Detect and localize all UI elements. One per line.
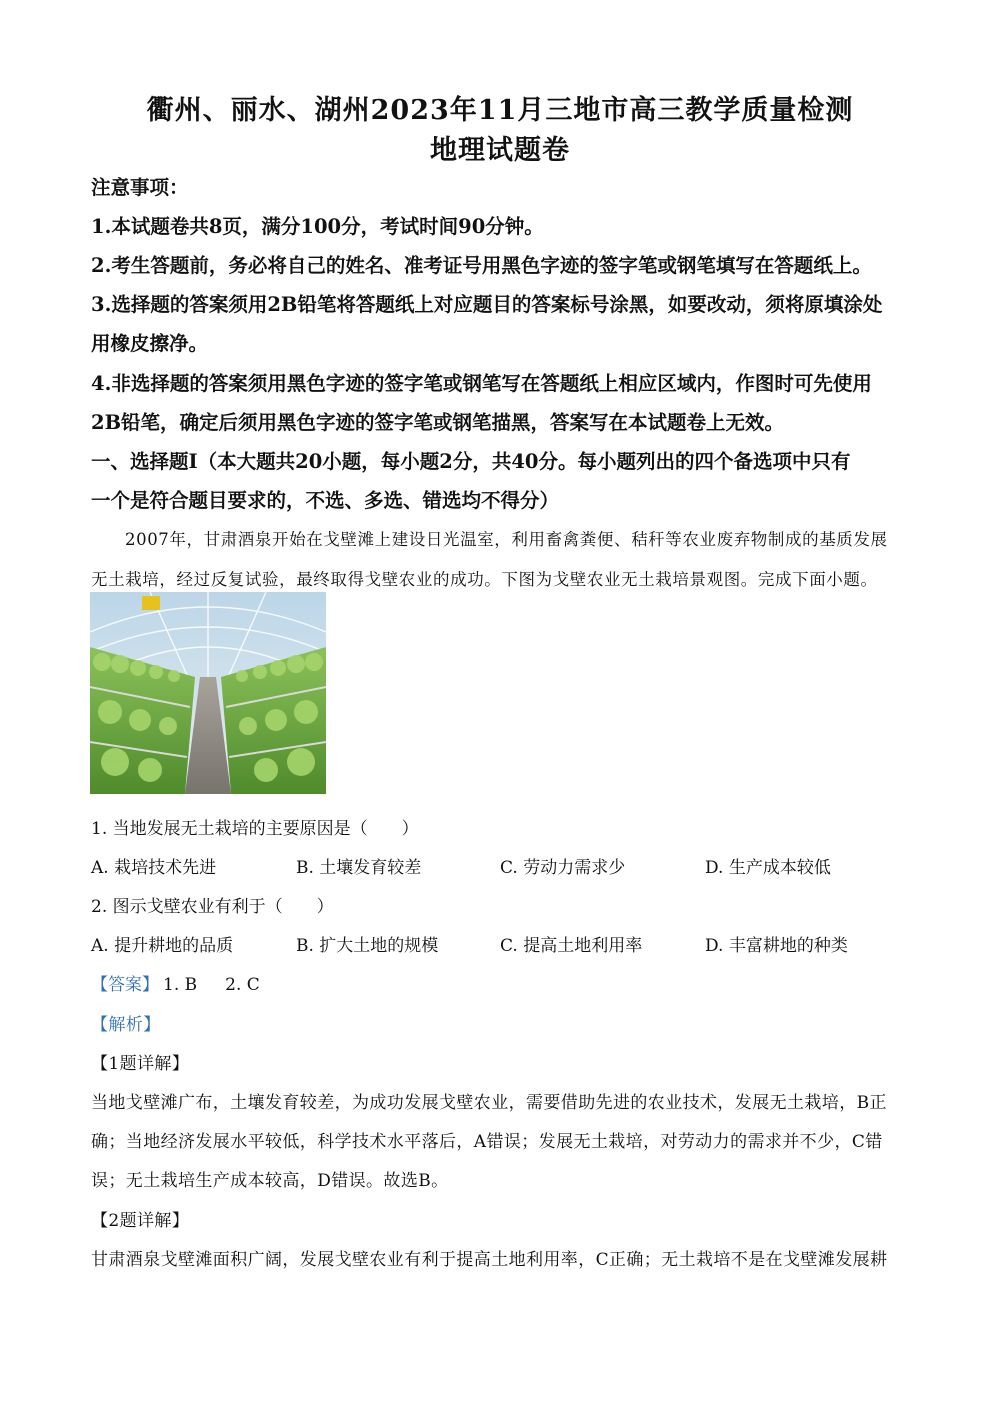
- notice-item-3-line-1: 3.选择题的答案须用2B铅笔将答题纸上对应题目的答案标号涂黑，如要改动，须将原填涂处: [91, 293, 883, 316]
- detail-2-line-1: 甘肃酒泉戈壁滩面积广阔，发展戈壁农业有利于提高土地利用率，C正确；无土栽培不是在戈壁滩发展耕: [91, 1250, 888, 1270]
- notice-heading: 注意事项：: [91, 176, 189, 199]
- question-1-option-c: C. 劳动力需求少: [500, 858, 626, 878]
- detail-1-line-2: 确；当地经济发展水平较低，科学技术水平落后，A错误；发展无土栽培，对劳动力的需求并不少，C错: [91, 1132, 883, 1152]
- section-heading-line-1: 一、选择题Ⅰ（本大题共20小题，每小题2分，共40分。每小题列出的四个备选项中只有: [91, 450, 851, 473]
- notice-item-3-line-2: 用橡皮擦净。: [91, 332, 209, 355]
- question-2-option-d: D. 丰富耕地的种类: [705, 936, 848, 956]
- passage-line-1: 2007年，甘肃酒泉开始在戈壁滩上建设日光温室，利用畜禽粪便、秸秆等农业废弃物制成的基质发展: [125, 530, 888, 549]
- section-heading-line-2: 一个是符合题目要求的，不选、多选、错选均不得分）: [91, 489, 560, 512]
- analysis-label: 【解析】: [91, 1015, 161, 1035]
- question-2-option-b: B. 扩大土地的规模: [296, 936, 439, 956]
- detail-2-heading: 【2题详解】: [91, 1211, 190, 1231]
- question-2-stem: 2. 图示戈壁农业有利于（ ）: [91, 897, 334, 917]
- question-2-option-a: A. 提升耕地的品质: [91, 936, 234, 956]
- question-2-option-c: C. 提高土地利用率: [500, 936, 643, 956]
- greenhouse-photo: [90, 592, 326, 794]
- detail-1-line-1: 当地戈壁滩广布，土壤发育较差，为成功发展戈壁农业，需要借助先进的农业技术，发展无土栽培，B正: [91, 1093, 887, 1113]
- notice-item-4-line-2: 2B铅笔，确定后须用黑色字迹的签字笔或钢笔描黑，答案写在本试题卷上无效。: [91, 411, 785, 434]
- answer-2-value: 2. C: [225, 975, 260, 995]
- answer-label: 【答案】: [91, 975, 159, 995]
- answer-row: [91, 970, 260, 995]
- exam-subtitle: 地理试题卷: [430, 135, 570, 166]
- exam-title: 衢州、丽水、湖州2023年11月三地市高三教学质量检测: [146, 95, 854, 126]
- detail-1-line-3: 误；无土栽培生产成本较高，D错误。故选B。: [91, 1171, 449, 1191]
- question-1-option-a: A. 栽培技术先进: [91, 858, 217, 878]
- answer-1-value: 1. B: [163, 975, 198, 995]
- question-1-option-d: D. 生产成本较低: [705, 858, 831, 878]
- notice-item-1: 1.本试题卷共8页，满分100分，考试时间90分钟。: [91, 215, 544, 238]
- notice-item-4-line-1: 4.非选择题的答案须用黑色字迹的签字笔或钢笔写在答题纸上相应区域内，作图时可先使用: [91, 372, 872, 395]
- question-1-stem: 1. 当地发展无土栽培的主要原因是（ ）: [91, 819, 419, 839]
- passage-line-2: 无土栽培，经过反复试验，最终取得戈壁农业的成功。下图为戈壁农业无土栽培景观图。完成下面小题。: [91, 570, 878, 589]
- notice-item-2: 2.考生答题前，务必将自己的姓名、准考证号用黑色字迹的签字笔或钢笔填写在答题纸上。: [91, 254, 872, 277]
- question-1-option-b: B. 土壤发育较差: [296, 858, 422, 878]
- detail-1-heading: 【1题详解】: [91, 1054, 190, 1074]
